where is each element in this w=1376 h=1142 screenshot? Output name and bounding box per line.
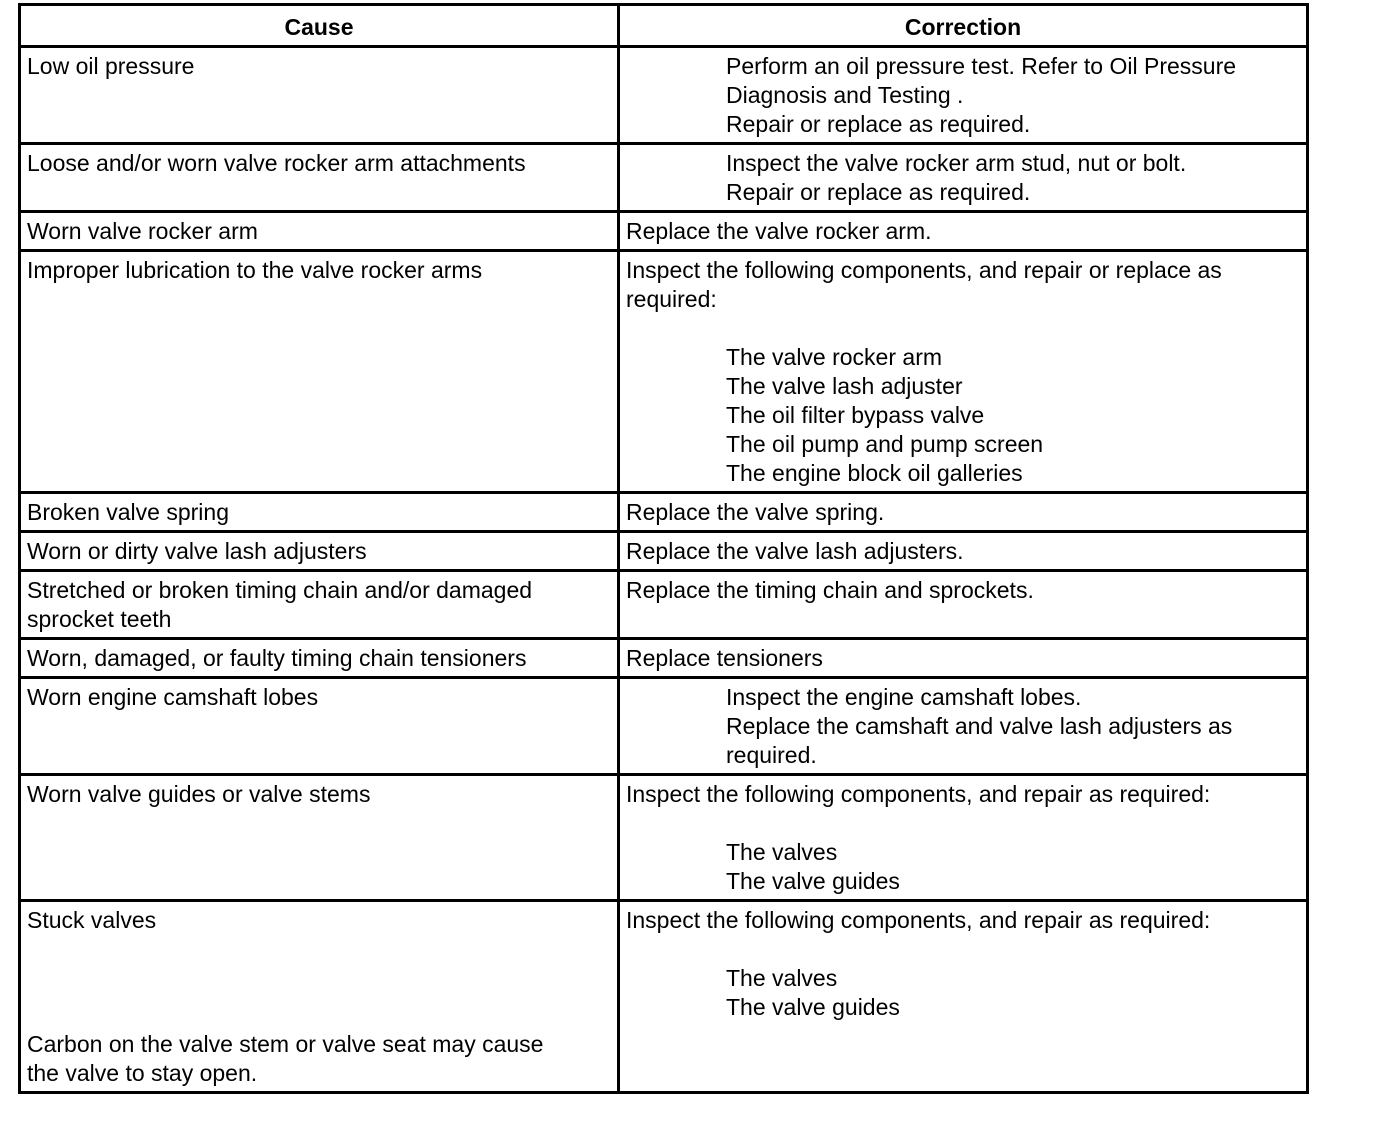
correction-cell bbox=[619, 639, 1308, 678]
table-row bbox=[20, 47, 1308, 144]
component-item: The oil filter bypass valve bbox=[726, 402, 985, 428]
cause-cell bbox=[20, 144, 619, 212]
table-row bbox=[20, 212, 1308, 251]
cause-text: Worn or dirty valve lash adjusters bbox=[27, 538, 367, 564]
correction-line: Perform an oil pressure test. Refer to Oil Pressure bbox=[726, 53, 1237, 79]
correction-cell bbox=[619, 678, 1308, 775]
correction-text: Replace the valve rocker arm. bbox=[626, 218, 932, 244]
component-item: The valve lash adjuster bbox=[726, 373, 963, 399]
table-row bbox=[20, 144, 1308, 212]
spacer bbox=[27, 935, 611, 1001]
cause-cell bbox=[20, 678, 619, 775]
component-item: The valves bbox=[726, 839, 838, 865]
cause-note-line: the valve to stay open. bbox=[27, 1060, 258, 1086]
cause-cell bbox=[20, 212, 619, 251]
cause-text: Worn valve guides or valve stems bbox=[27, 781, 371, 807]
cause-cell bbox=[20, 571, 619, 639]
table-row bbox=[20, 901, 1308, 1093]
correction-line: Diagnosis and Testing . bbox=[726, 82, 964, 108]
correction-cell bbox=[619, 212, 1308, 251]
cause-text: Improper lubrication to the valve rocker arms bbox=[27, 257, 483, 283]
cause-cell bbox=[20, 251, 619, 493]
cause-cell bbox=[20, 532, 619, 571]
correction-cell bbox=[619, 251, 1308, 493]
cause-text: Worn valve rocker arm bbox=[27, 218, 258, 244]
cause-cell bbox=[20, 901, 619, 1093]
component-item: The valve guides bbox=[726, 868, 900, 894]
table-row bbox=[20, 678, 1308, 775]
correction-text: Replace the valve spring. bbox=[626, 499, 885, 525]
cause-cell bbox=[20, 775, 619, 901]
cause-text: Low oil pressure bbox=[27, 53, 195, 79]
correction-cell bbox=[619, 493, 1308, 532]
cause-cell bbox=[20, 47, 619, 144]
correction-cell bbox=[619, 532, 1308, 571]
diagnostic-table bbox=[18, 3, 1309, 1094]
cause-note-line: Carbon on the valve stem or valve seat may cause bbox=[27, 1031, 544, 1057]
spacer bbox=[626, 935, 1300, 964]
table-row bbox=[20, 571, 1308, 639]
correction-line: Inspect the engine camshaft lobes. bbox=[726, 684, 1082, 710]
component-item: The valve guides bbox=[726, 994, 900, 1020]
component-item: The valve rocker arm bbox=[726, 344, 943, 370]
cause-text: Loose and/or worn valve rocker arm attachments bbox=[27, 150, 526, 176]
correction-cell bbox=[619, 775, 1308, 901]
correction-line: Repair or replace as required. bbox=[726, 111, 1031, 137]
cause-cell bbox=[20, 493, 619, 532]
correction-cell bbox=[619, 571, 1308, 639]
correction-cell bbox=[619, 47, 1308, 144]
correction-text: Replace tensioners bbox=[626, 645, 823, 671]
spacer bbox=[626, 809, 1300, 838]
table-row bbox=[20, 493, 1308, 532]
spacer bbox=[626, 314, 1300, 343]
correction-line: Repair or replace as required. bbox=[726, 179, 1031, 205]
cause-text: Worn engine camshaft lobes bbox=[27, 684, 319, 710]
correction-text: Replace the valve lash adjusters. bbox=[626, 538, 964, 564]
cause-cell bbox=[20, 639, 619, 678]
cause-line: sprocket teeth bbox=[27, 606, 172, 632]
component-item: The engine block oil galleries bbox=[726, 460, 1023, 486]
cause-text: Broken valve spring bbox=[27, 499, 229, 525]
correction-text: Replace the timing chain and sprockets. bbox=[626, 577, 1034, 603]
cause-text: Stuck valves bbox=[27, 907, 157, 933]
spacer bbox=[27, 1001, 611, 1030]
component-item: The oil pump and pump screen bbox=[726, 431, 1044, 457]
correction-intro: Inspect the following components, and repair as required: bbox=[626, 781, 1211, 807]
correction-line: required. bbox=[726, 742, 817, 768]
table-row bbox=[20, 251, 1308, 493]
correction-cell bbox=[619, 144, 1308, 212]
correction-line: Replace the camshaft and valve lash adjusters as bbox=[726, 713, 1233, 739]
correction-line: Inspect the valve rocker arm stud, nut or bolt. bbox=[726, 150, 1187, 176]
table-row bbox=[20, 532, 1308, 571]
correction-column-header: Correction bbox=[619, 5, 1308, 47]
table-row bbox=[20, 639, 1308, 678]
correction-intro: Inspect the following components, and repair as required: bbox=[626, 907, 1211, 933]
component-item: The valves bbox=[726, 965, 838, 991]
correction-cell bbox=[619, 901, 1308, 1093]
header-row bbox=[20, 5, 1308, 47]
correction-intro: Inspect the following components, and repair or replace as required: bbox=[626, 257, 1222, 312]
table-row bbox=[20, 775, 1308, 901]
cause-column-header: Cause bbox=[20, 5, 619, 47]
cause-text: Worn, damaged, or faulty timing chain tensioners bbox=[27, 645, 527, 671]
cause-line: Stretched or broken timing chain and/or damaged bbox=[27, 577, 533, 603]
